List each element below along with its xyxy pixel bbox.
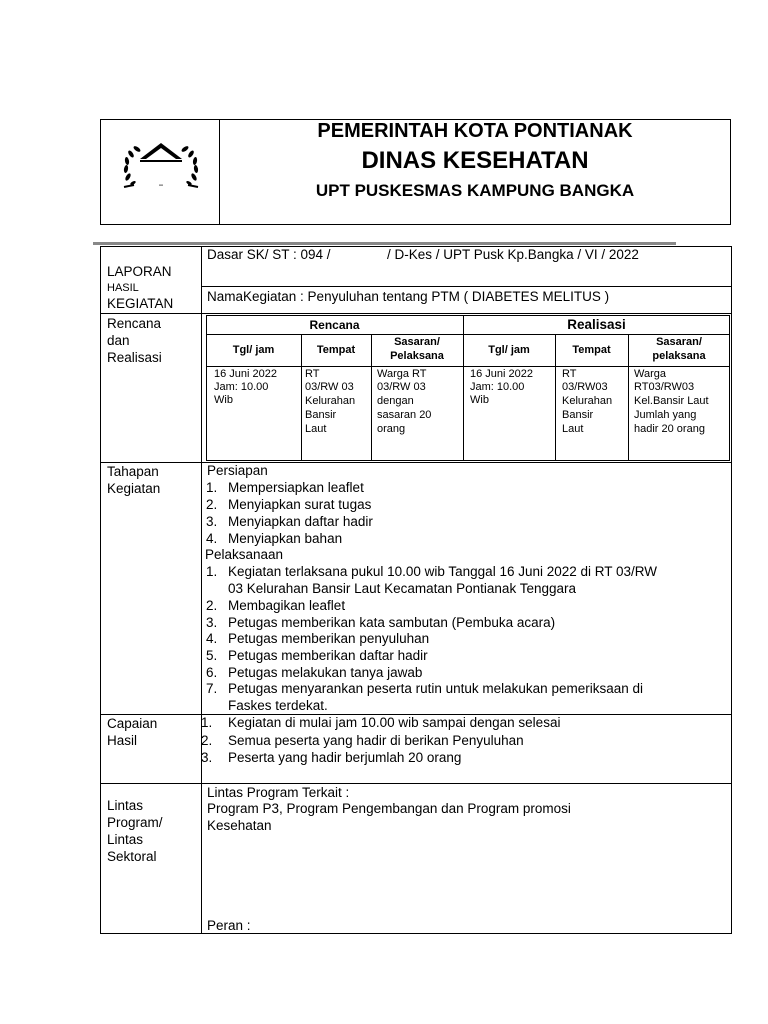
- pelaksanaan-item-3: Petugas memberikan kata sambutan (Pembuka acara): [228, 615, 556, 630]
- pelaksanaan-num-1: 1.: [206, 564, 218, 579]
- tahapan-label-2: Kegiatan: [107, 481, 161, 496]
- nama-kegiatan: NamaKegiatan : Penyuluhan tentang PTM ( DIABETES MELITUS ): [207, 289, 610, 304]
- dasar-sk-suffix: / D-Kes / UPT Pusk Kp.Bangka / VI / 2022: [387, 247, 639, 262]
- capaian-item-3: Peserta yang hadir berjumlah 20 orang: [228, 750, 462, 765]
- pelaksanaan-item-5: Petugas memberikan daftar hadir: [228, 648, 428, 663]
- plan-table-line-2: [206, 366, 730, 367]
- lintas-text-2: Kesehatan: [207, 818, 272, 833]
- persiapan-item-2: Menyiapkan surat tugas: [228, 497, 372, 512]
- realisasi-sasaran-2: RT03/RW03: [634, 381, 695, 393]
- pelaksanaan-num-4: 4.: [206, 631, 218, 646]
- capaian-label-1: Capaian: [107, 716, 158, 731]
- form-title-3: KEGIATAN: [107, 296, 174, 311]
- city-logo-icon: [116, 133, 206, 195]
- separator-bar: [93, 242, 676, 245]
- row-divider-rencana: [100, 313, 732, 314]
- realisasi-tgl-1: 16 Juni 2022: [470, 368, 533, 380]
- rencana-tgl-2: Jam: 10.00: [214, 381, 269, 393]
- plan-table-col-mid: [463, 315, 464, 461]
- rencana-tempat-1: RT: [305, 368, 320, 380]
- persiapan-num-4: 4.: [206, 531, 218, 546]
- pelaksanaan-num-2: 2.: [206, 598, 218, 613]
- persiapan-num-2: 2.: [206, 497, 218, 512]
- realisasi-sasaran-5: hadir 20 orang: [634, 423, 705, 435]
- persiapan-item-1: Mempersiapkan leaflet: [228, 480, 364, 495]
- row-divider-lintas: [100, 783, 732, 784]
- realisasi-tempat-4: Bansir: [562, 409, 594, 421]
- rencana-tempat-5: Laut: [305, 423, 327, 435]
- persiapan-item-3: Menyiapkan daftar hadir: [228, 514, 373, 529]
- col-sasaran-realisasi-2: pelaksana: [652, 350, 706, 362]
- lintas-label-3: Lintas: [107, 832, 144, 847]
- rencana-sasaran-4: sasaran 20: [377, 409, 432, 421]
- realisasi-tgl-2: Jam: 10.00: [470, 381, 525, 393]
- rencana-label-3: Realisasi: [107, 350, 162, 365]
- pelaksanaan-item-7b: Faskes terdekat.: [228, 698, 328, 713]
- capaian-item-2: Semua peserta yang hadir di berikan Penyuluhan: [228, 733, 524, 748]
- realisasi-tempat-1: RT: [562, 368, 577, 380]
- capaian-label-2: Hasil: [107, 733, 138, 748]
- pelaksanaan-num-3: 3.: [206, 615, 218, 630]
- form-title-1: LAPORAN: [107, 264, 172, 279]
- capaian-item-1: Kegiatan di mulai jam 10.00 wib sampai dengan selesai: [228, 715, 561, 730]
- col-tgl-rencana: Tgl/ jam: [232, 344, 275, 356]
- logo-caption: '''': [158, 185, 164, 191]
- plan-table-line-1: [206, 334, 730, 335]
- peran-label: Peran :: [207, 918, 251, 933]
- pelaksanaan-num-6: 6.: [206, 665, 218, 680]
- persiapan-item-4: Menyiapkan bahan: [228, 531, 343, 546]
- rencana-label-2: dan: [107, 333, 130, 348]
- capaian-num-3: 3.: [201, 750, 213, 765]
- rencana-header: Rencana: [309, 318, 360, 332]
- rencana-sasaran-5: orang: [377, 423, 406, 435]
- rencana-sasaran-2: 03/RW 03: [377, 381, 426, 393]
- header-line-2: DINAS KESEHATAN: [361, 147, 589, 174]
- row-divider-nama: [201, 286, 732, 287]
- lintas-label-2: Program/: [107, 815, 163, 830]
- pelaksanaan-num-7: 7.: [206, 681, 218, 696]
- form-title-2: HASIL: [107, 282, 139, 294]
- rencana-tempat-2: 03/RW 03: [305, 381, 354, 393]
- capaian-num-1: 1.: [201, 715, 213, 730]
- pelaksanaan-title: Pelaksanaan: [205, 547, 284, 562]
- pelaksanaan-num-5: 5.: [206, 648, 218, 663]
- lintas-label-1: Lintas: [107, 798, 144, 813]
- rencana-label-1: Rencana: [107, 316, 162, 331]
- rencana-tempat-3: Kelurahan: [305, 395, 356, 407]
- lintas-title: Lintas Program Terkait :: [207, 785, 350, 800]
- pelaksanaan-item-2: Membagikan leaflet: [228, 598, 346, 613]
- rencana-tgl-1: 16 Juni 2022: [214, 368, 277, 380]
- realisasi-tempat-3: Kelurahan: [562, 395, 613, 407]
- rencana-sasaran-1: Warga RT: [377, 368, 427, 380]
- realisasi-sasaran-3: Kel.Bansir Laut: [634, 395, 709, 407]
- rencana-sasaran-3: dengan: [377, 395, 414, 407]
- header-line-1: PEMERINTAH KOTA PONTIANAK: [317, 120, 633, 142]
- realisasi-sasaran-1: Warga: [634, 368, 666, 380]
- col-tempat-realisasi: Tempat: [572, 344, 611, 356]
- realisasi-tempat-5: Laut: [562, 423, 584, 435]
- form-col-divider: [201, 246, 202, 934]
- tahapan-label-1: Tahapan: [107, 464, 159, 479]
- col-sasaran-rencana-2: Pelaksana: [390, 350, 444, 362]
- realisasi-tempat-2: 03/RW03: [562, 381, 608, 393]
- persiapan-title: Persiapan: [207, 463, 268, 478]
- lintas-text-1: Program P3, Program Pengembangan dan Program promosi: [207, 801, 571, 816]
- persiapan-num-1: 1.: [206, 480, 218, 495]
- col-sasaran-rencana-1: Sasaran/: [394, 336, 440, 348]
- row-divider-tahapan: [100, 462, 732, 463]
- persiapan-num-3: 3.: [206, 514, 218, 529]
- realisasi-sasaran-4: Jumlah yang: [634, 409, 697, 421]
- capaian-num-2: 2.: [201, 733, 213, 748]
- col-sasaran-realisasi-1: Sasaran/: [656, 336, 702, 348]
- col-tempat-rencana: Tempat: [316, 344, 356, 356]
- col-tgl-realisasi: Tgl/ jam: [488, 344, 530, 356]
- rencana-tgl-3: Wib: [214, 394, 233, 406]
- pelaksanaan-item-1b: 03 Kelurahan Bansir Laut Kecamatan Pontianak Tenggara: [228, 581, 576, 596]
- pelaksanaan-item-4: Petugas memberikan penyuluhan: [228, 631, 430, 646]
- realisasi-tgl-3: Wib: [470, 394, 489, 406]
- header-line-3: UPT PUSKESMAS KAMPUNG BANGKA: [315, 181, 635, 200]
- dasar-sk: Dasar SK/ ST : 094 /: [207, 247, 331, 262]
- lintas-label-4: Sektoral: [107, 849, 157, 864]
- pelaksanaan-item-6: Petugas melakukan tanya jawab: [228, 665, 423, 680]
- pelaksanaan-item-7a: Petugas menyarankan peserta rutin untuk melakukan pemeriksaan di: [228, 681, 643, 696]
- pelaksanaan-item-1a: Kegiatan terlaksana pukul 10.00 wib Tanggal 16 Juni 2022 di RT 03/RW: [228, 564, 658, 579]
- realisasi-header: Realisasi: [567, 317, 626, 332]
- rencana-tempat-4: Bansir: [305, 409, 337, 421]
